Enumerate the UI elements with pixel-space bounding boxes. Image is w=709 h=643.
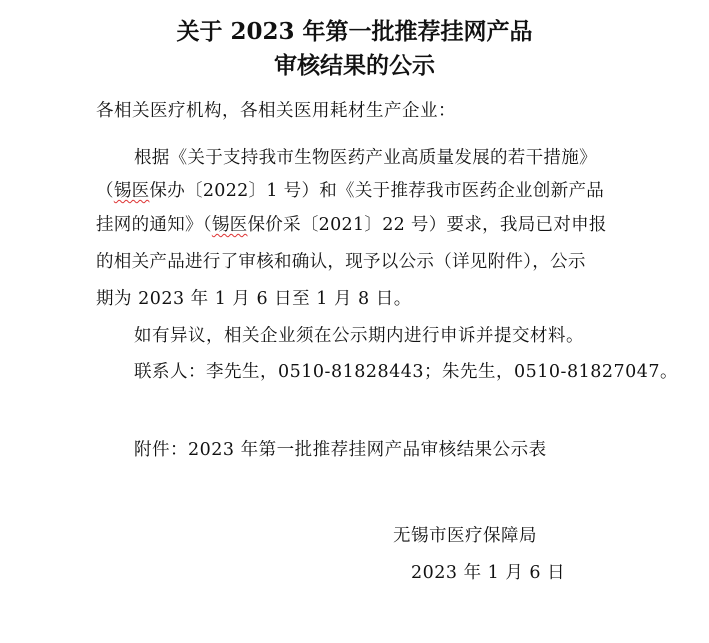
attachment-line: 附件：2023 年第一批推荐挂网产品审核结果公示表	[134, 440, 547, 460]
contact-line: 联系人：李先生，0510-81828443；朱先生，0510-81827047。	[134, 362, 679, 382]
paragraph-1-line-2	[96, 179, 604, 203]
paragraph-1-line-4: 的相关产品进行了审核和确认，现予以公示（详见附件），公示	[96, 252, 586, 272]
paragraph-1-line-5: 期为 2023 年 1 月 6 日至 1 月 8 日。	[96, 289, 412, 309]
paragraph-1-line-2-rest: 保办〔2022〕1 号）和《关于推荐我市医药企业创新产品	[149, 181, 605, 201]
paragraph-1-line-3-rest: 保价采〔2021〕22 号）要求，我局已对申报	[247, 215, 607, 235]
signature-date: 2023 年 1 月 6 日	[411, 563, 566, 583]
paragraph-1-line-3	[96, 213, 607, 237]
spellcheck-flagged-word: 锡医	[211, 215, 248, 235]
paragraph-2: 如有异议，相关企业须在公示期内进行申诉并提交材料。	[134, 326, 584, 346]
salutation: 各相关医疗机构，各相关医用耗材生产企业：	[96, 101, 456, 121]
paragraph-1-line-1: 根据《关于支持我市生物医药产业高质量发展的若干措施》	[134, 148, 597, 168]
paragraph-1-line-3-prefix: 挂网的通知》（	[96, 215, 212, 235]
signature-organization: 无锡市医疗保障局	[393, 526, 537, 546]
paragraph-1-line-2-prefix: （	[96, 181, 114, 201]
document-title-line-1: 关于 2023 年第一批推荐挂网产品	[176, 18, 533, 45]
spellcheck-flagged-word: 锡医	[113, 181, 150, 201]
document-title-line-2: 审核结果的公示	[274, 52, 435, 79]
